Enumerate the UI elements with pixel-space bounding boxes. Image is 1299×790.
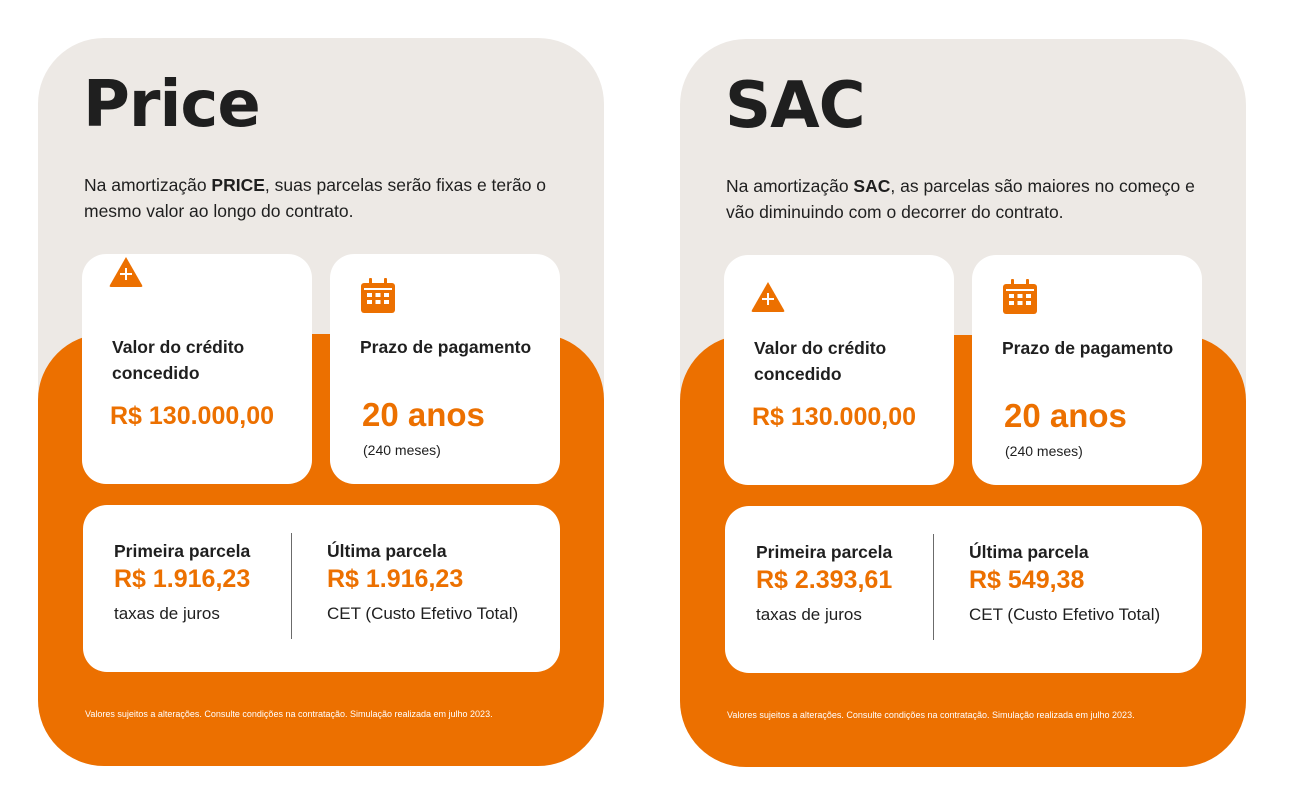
last-installment-value: R$ 549,38 [969,566,1085,594]
price-panel [38,38,604,766]
term-card [972,255,1202,485]
credit-label: Valor do crédito concedido [754,338,887,384]
term-card [330,254,560,484]
credit-value: R$ 130.000,00 [110,402,275,430]
first-installment-value: R$ 1.916,23 [114,565,251,593]
installments-card [725,506,1202,673]
credit-card [82,254,312,484]
sac-panel [680,39,1246,767]
panel-title: Price [83,68,260,142]
term-value: 20 anos [1004,397,1127,434]
credit-value: R$ 130.000,00 [752,403,917,431]
warning-plus-icon [108,254,144,295]
credit-label: Valor do crédito concedido [112,337,245,383]
first-installment-note: taxas de juros [114,604,220,623]
divider [933,534,934,640]
credit-card [724,255,954,485]
calendar-icon [360,278,396,319]
warning-plus-icon [750,279,786,320]
last-installment-note: CET (Custo Efetivo Total) [327,604,519,623]
term-months: (240 meses) [1005,443,1083,459]
term-label: Prazo de pagamento [360,337,532,357]
calendar-icon [1002,279,1038,320]
term-months: (240 meses) [363,442,441,458]
last-installment-note: CET (Custo Efetivo Total) [969,605,1161,624]
installments-card [83,505,560,672]
first-installment-note: taxas de juros [756,605,862,624]
last-installment-label: Última parcela [327,541,447,561]
first-installment-value: R$ 2.393,61 [756,566,893,594]
last-installment-value: R$ 1.916,23 [327,565,464,593]
first-installment-label: Primeira parcela [756,542,893,562]
last-installment [327,539,518,624]
first-installment [756,540,892,625]
term-value: 20 anos [362,396,485,433]
panel-description: Na amortização PRICE, suas parcelas serão fixas e terão o mesmo valor ao longo do contrato. [84,175,547,221]
disclaimer: Valores sujeitos a alterações. Consulte condições na contratação. Simulação realizada em julho 2023. [727,710,1135,720]
last-installment [969,540,1160,625]
last-installment-label: Última parcela [969,542,1089,562]
disclaimer: Valores sujeitos a alterações. Consulte condições na contratação. Simulação realizada em julho 2023. [85,709,493,719]
panel-title: SAC [725,69,865,143]
divider [291,533,292,639]
first-installment [114,539,250,624]
first-installment-label: Primeira parcela [114,541,251,561]
term-label: Prazo de pagamento [1002,338,1174,358]
panel-description: Na amortização SAC, as parcelas são maiores no começo e vão diminuindo com o decorrer do contrato. [726,176,1195,222]
